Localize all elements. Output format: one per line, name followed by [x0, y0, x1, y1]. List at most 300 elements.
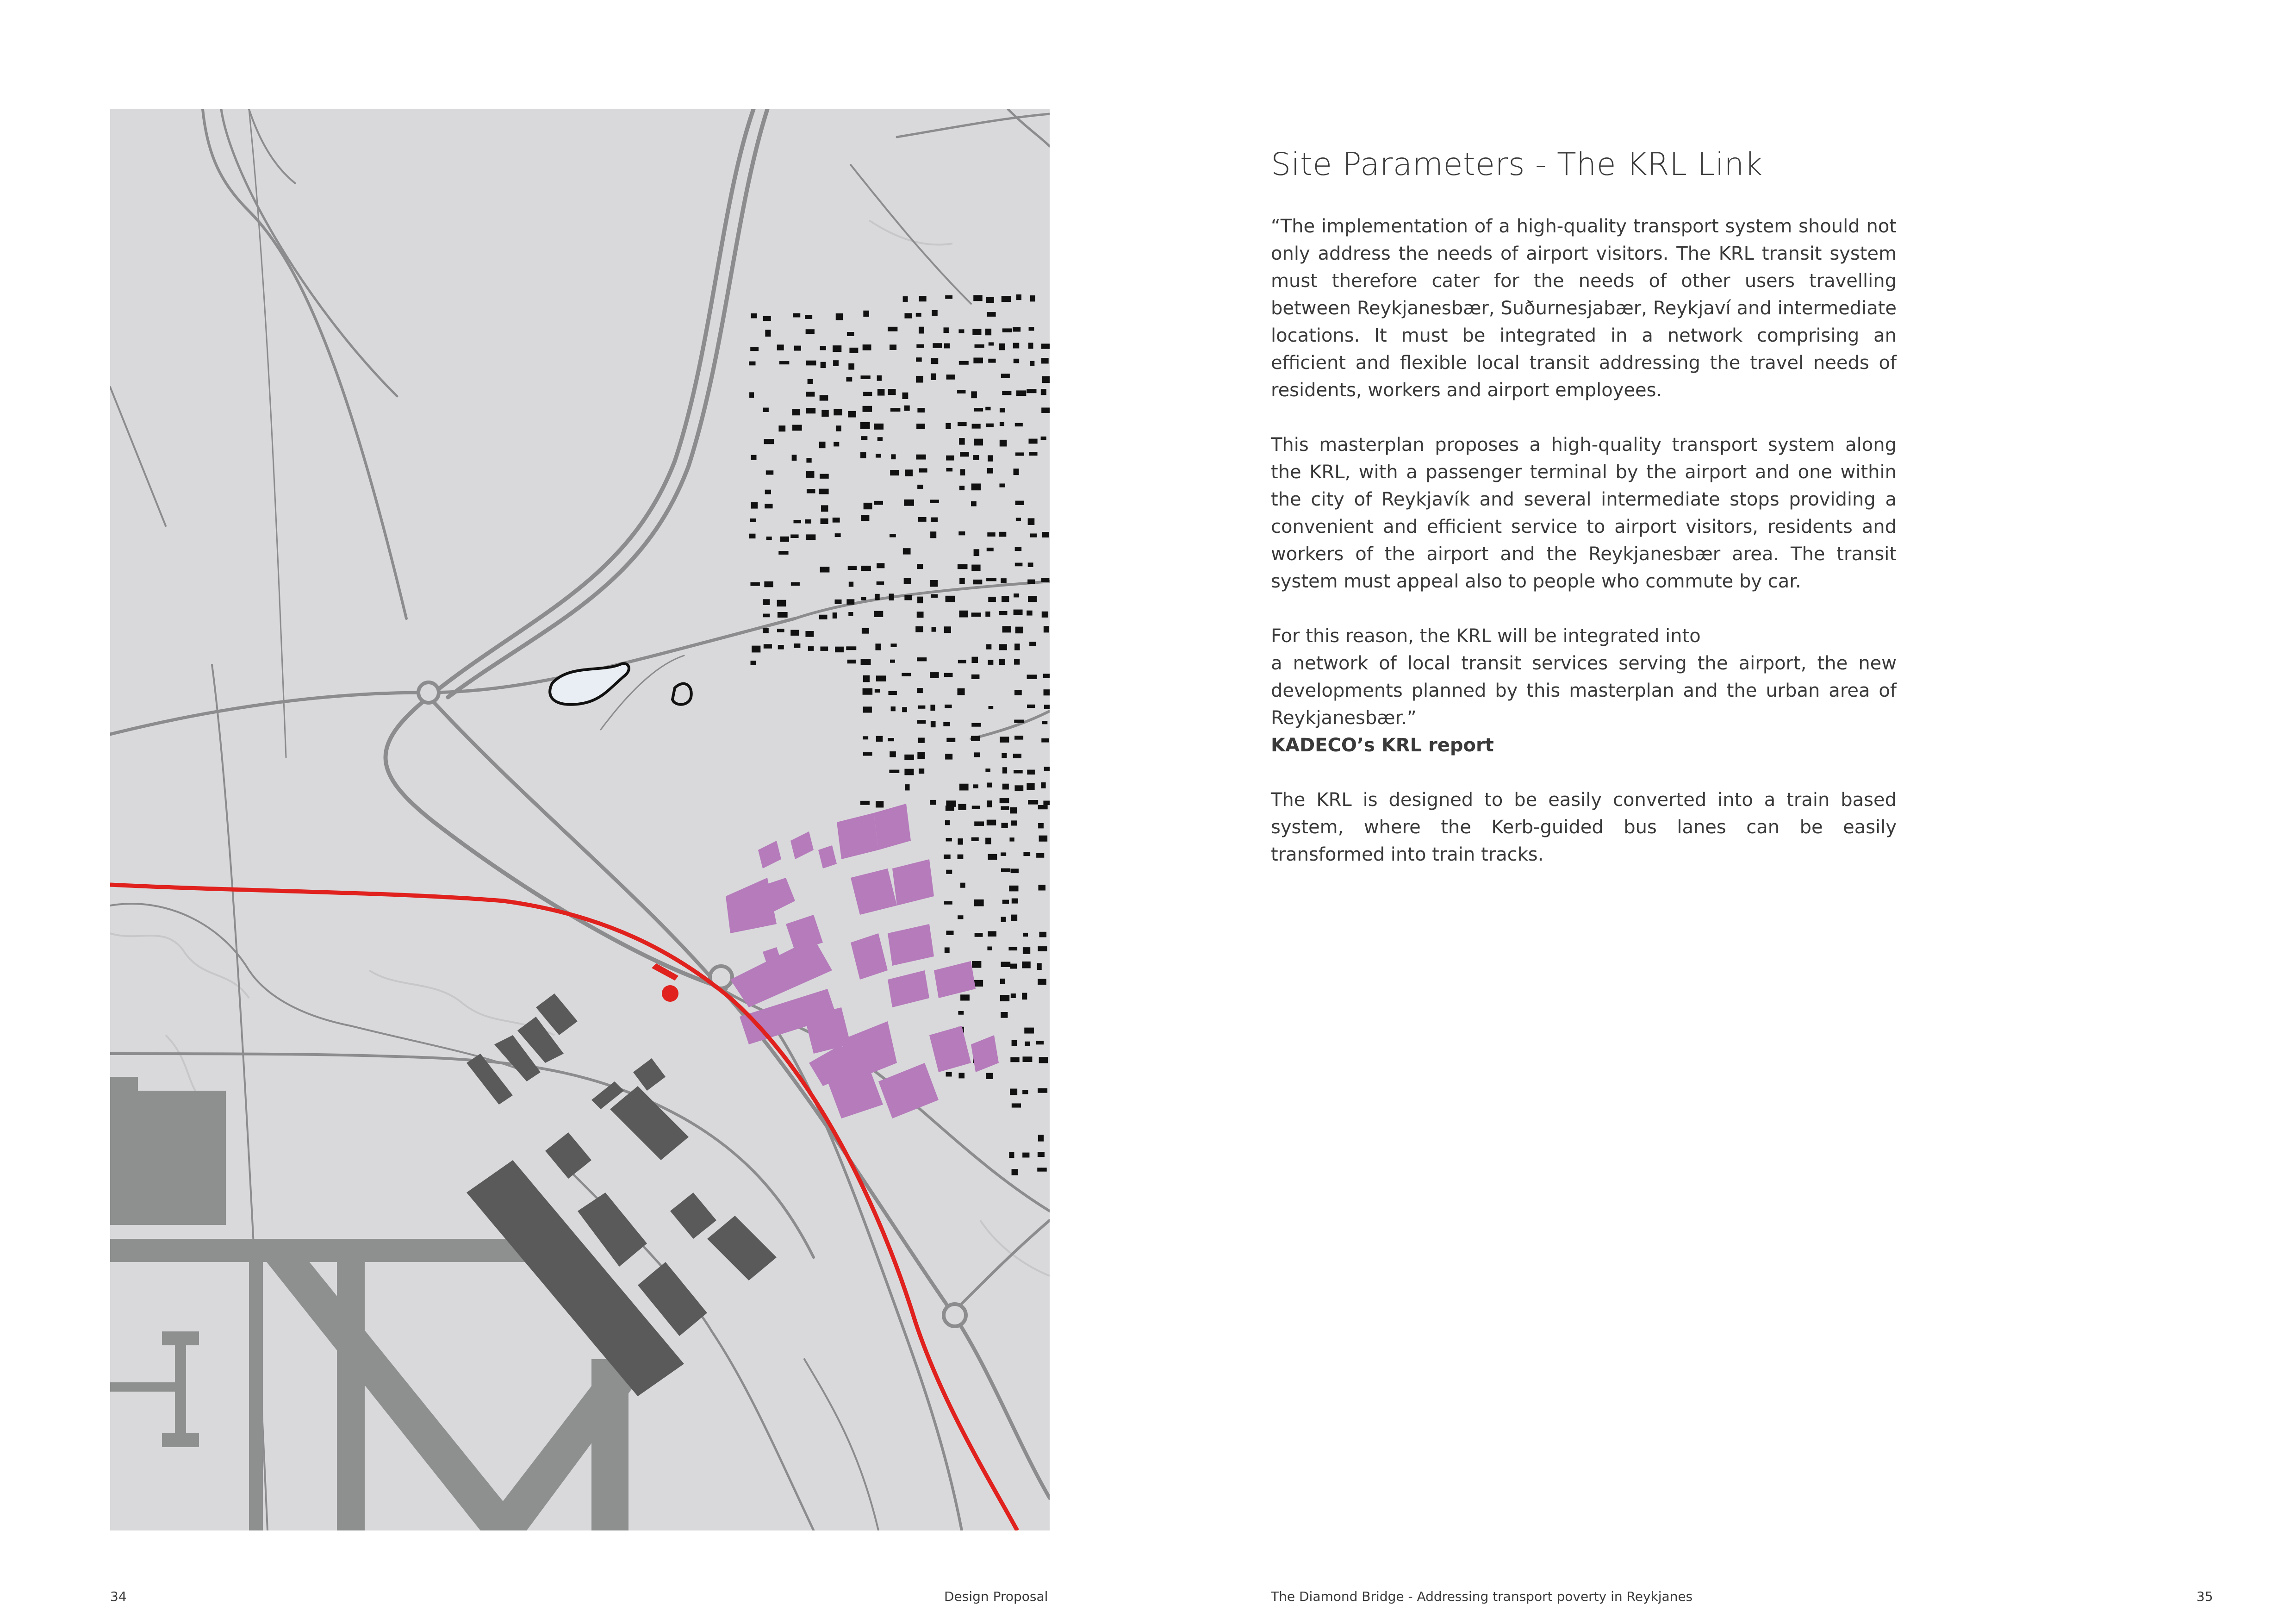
- house-footprint: [958, 329, 964, 333]
- house-footprint: [1015, 501, 1024, 505]
- house-footprint: [846, 599, 854, 605]
- house-footprint: [877, 581, 884, 585]
- pond: [550, 663, 629, 704]
- house-footprint: [863, 311, 869, 317]
- house-footprint: [1014, 736, 1023, 740]
- house-footprint: [1001, 806, 1009, 810]
- house-footprint: [848, 411, 856, 418]
- house-footprint: [889, 770, 899, 773]
- house-footprint: [1039, 932, 1046, 937]
- house-footprint: [794, 346, 801, 351]
- house-footprint: [946, 838, 952, 842]
- house-footprint: [1001, 1012, 1008, 1018]
- house-footprint: [860, 422, 870, 429]
- house-footprint: [1009, 1152, 1014, 1158]
- house-footprint: [890, 751, 896, 757]
- house-footprint: [835, 647, 844, 652]
- house-footprint: [1041, 437, 1046, 440]
- house-footprint: [999, 344, 1005, 350]
- paragraph-1: “The implementation of a high-quality transport system should not only address the needs of airport visitors. The KRL transit system must therefore cater for the needs of other users travelling between Reykjanesbær, Suðurnesjabær, Reykjaví and intermediate locations. It must be integrated in a network comprising an efficient and flexible local transit addressing the travel needs of residents, workers and airport employees.: [1271, 216, 1897, 401]
- house-footprint: [958, 1011, 964, 1015]
- house-footprint: [1009, 886, 1018, 892]
- house-footprint: [917, 720, 926, 724]
- house-footprint: [1038, 946, 1047, 951]
- house-footprint: [930, 580, 938, 587]
- house-footprint: [933, 343, 942, 348]
- house-footprint: [971, 391, 977, 398]
- paragraph-3-lead: For this reason, the KRL will be integrated into: [1271, 625, 1701, 647]
- house-footprint: [1015, 627, 1023, 634]
- house-footprint: [779, 361, 789, 364]
- house-footprint: [808, 379, 813, 384]
- house-footprint: [958, 838, 963, 845]
- house-footprint: [861, 436, 867, 440]
- house-footprint: [944, 855, 950, 859]
- house-footprint: [763, 599, 770, 605]
- house-footprint: [763, 614, 770, 618]
- house-footprint: [1014, 785, 1023, 791]
- terrain-contours: [110, 220, 1050, 1276]
- house-footprint: [946, 423, 951, 429]
- house-footprint: [917, 597, 923, 603]
- house-footprint: [943, 722, 950, 726]
- house-footprint: [972, 961, 981, 968]
- house-footprint: [863, 736, 868, 739]
- house-footprint: [863, 688, 873, 695]
- house-footprint: [986, 297, 994, 303]
- house-footprint: [751, 661, 756, 665]
- house-footprint: [790, 630, 799, 636]
- house-footprint: [751, 502, 758, 509]
- house-footprint: [1011, 915, 1017, 921]
- house-footprint: [932, 310, 937, 316]
- house-footprint: [1002, 767, 1007, 773]
- house-footprint: [1000, 737, 1009, 743]
- house-footprint: [1000, 798, 1009, 803]
- house-footprint: [931, 374, 936, 380]
- house-footprint: [875, 594, 880, 600]
- house-footprint: [945, 947, 950, 953]
- house-footprint: [888, 691, 896, 695]
- house-footprint: [973, 455, 979, 460]
- house-footprint: [915, 626, 923, 632]
- house-footprint: [806, 329, 815, 334]
- house-footprint: [945, 295, 952, 299]
- house-footprint: [1014, 659, 1020, 664]
- house-footprint: [863, 406, 872, 412]
- house-footprint: [1038, 823, 1044, 828]
- house-footprint: [904, 769, 914, 775]
- house-footprint: [1038, 1152, 1045, 1157]
- house-footprint: [1009, 837, 1014, 841]
- house-footprint: [988, 854, 997, 860]
- house-footprint: [890, 643, 896, 647]
- house-footprint: [988, 597, 996, 602]
- house-footprint: [890, 660, 895, 663]
- house-footprint: [805, 631, 814, 637]
- house-footprint: [1038, 979, 1046, 985]
- house-footprint: [960, 994, 970, 1000]
- house-footprint: [946, 806, 954, 811]
- house-footprint: [820, 346, 826, 350]
- house-footprint: [749, 392, 754, 398]
- house-footprint: [1023, 933, 1028, 937]
- house-footprint: [974, 549, 979, 556]
- house-footprint: [1015, 563, 1023, 567]
- house-footprint: [946, 738, 955, 742]
- house-footprint: [806, 458, 811, 462]
- house-footprint: [1000, 408, 1005, 412]
- house-footprint: [958, 422, 967, 426]
- house-footprint: [1014, 593, 1019, 597]
- house-footprint: [1015, 423, 1023, 427]
- house-footprint: [891, 454, 896, 459]
- house-footprint: [959, 438, 964, 444]
- house-footprint: [902, 707, 907, 712]
- house-footprint: [958, 915, 963, 919]
- left-section-title: Design Proposal: [944, 1589, 1048, 1604]
- house-footprint: [902, 393, 908, 399]
- house-footprint: [819, 442, 826, 448]
- house-footprint: [764, 439, 774, 444]
- house-footprint: [877, 437, 883, 441]
- house-footprint: [749, 362, 755, 366]
- house-footprint: [860, 375, 870, 379]
- house-footprint: [1036, 1041, 1044, 1044]
- house-footprint: [863, 344, 871, 350]
- house-footprint: [778, 425, 785, 431]
- right-page-number: 35: [2196, 1589, 2213, 1604]
- house-footprint: [847, 332, 854, 336]
- house-footprint: [1002, 626, 1011, 632]
- house-footprint: [1011, 993, 1016, 998]
- house-footprint: [1023, 947, 1030, 954]
- house-footprint: [765, 504, 772, 508]
- house-footprint: [763, 628, 769, 633]
- house-footprint: [1011, 868, 1019, 873]
- house-footprint: [959, 486, 964, 490]
- house-footprint: [959, 611, 968, 618]
- house-footprint: [835, 600, 842, 604]
- house-footprint: [1029, 452, 1038, 456]
- house-footprint: [1030, 533, 1037, 537]
- house-footprint: [987, 800, 992, 807]
- house-footprint: [1016, 518, 1021, 521]
- house-footprint: [1002, 391, 1011, 395]
- house-footprint: [944, 344, 950, 349]
- house-footprint: [1022, 993, 1027, 1000]
- house-footprint: [971, 675, 979, 679]
- house-footprint: [766, 537, 772, 540]
- house-footprint: [958, 855, 964, 859]
- house-footprint: [918, 706, 925, 709]
- house-footprint: [847, 660, 856, 663]
- house-footprint: [750, 347, 759, 351]
- house-footprint: [806, 471, 815, 478]
- house-footprint: [1030, 295, 1035, 301]
- house-footprint: [987, 312, 996, 317]
- house-footprint: [960, 452, 969, 456]
- house-footprint: [790, 534, 798, 538]
- house-footprint: [1010, 964, 1017, 969]
- house-footprint: [1027, 675, 1037, 679]
- house-footprint: [792, 409, 800, 415]
- house-footprint: [1029, 642, 1036, 646]
- house-footprint: [986, 644, 991, 649]
- house-footprint: [971, 565, 980, 571]
- house-footprint: [903, 296, 908, 302]
- house-footprint: [932, 627, 936, 632]
- house-footprint: [763, 408, 769, 412]
- house-footprint: [930, 500, 939, 503]
- house-footprint: [904, 406, 910, 411]
- house-footprint: [1041, 344, 1050, 349]
- house-footprint: [863, 752, 872, 756]
- paragraph-3: a network of local transit services serving the airport, the new developments planned by this masterplan and the urban area of Reykjanesbær.”: [1271, 653, 1897, 729]
- house-footprint: [750, 582, 759, 586]
- house-footprint: [777, 344, 784, 350]
- house-footprint: [778, 612, 788, 618]
- house-footprint: [1002, 328, 1012, 332]
- house-footprint: [930, 705, 935, 711]
- house-footprint: [959, 784, 969, 791]
- house-footprint: [931, 518, 938, 522]
- house-footprint: [1013, 343, 1019, 349]
- house-footprint: [849, 582, 853, 587]
- house-footprint: [807, 489, 815, 493]
- house-footprint: [849, 348, 858, 353]
- house-footprint: [958, 531, 965, 536]
- house-footprint: [986, 1073, 993, 1079]
- house-footprint: [971, 657, 978, 663]
- quote-source: KADECO’s KRL report: [1271, 735, 1494, 756]
- house-footprint: [916, 376, 923, 383]
- house-footprint: [1014, 643, 1020, 650]
- house-footprint: [1013, 327, 1020, 332]
- house-footprint: [863, 706, 872, 712]
- house-footprint: [1038, 805, 1048, 809]
- house-footprint: [1039, 836, 1048, 842]
- house-footprint: [1027, 611, 1032, 616]
- house-footprint: [987, 783, 992, 787]
- house-footprint: [1014, 359, 1019, 363]
- house-footprint: [931, 594, 938, 598]
- house-footprint: [819, 615, 828, 619]
- house-footprint: [1028, 439, 1037, 444]
- house-footprint: [917, 657, 927, 661]
- house-footprint: [806, 534, 815, 540]
- house-footprint: [958, 804, 966, 810]
- house-footprint: [751, 455, 757, 460]
- house-footprint: [889, 593, 894, 600]
- house-footprint: [1027, 770, 1035, 775]
- house-footprint: [930, 800, 936, 805]
- house-footprint: [792, 425, 802, 431]
- house-footprint: [903, 548, 911, 554]
- house-footprint: [890, 470, 899, 475]
- house-footprint: [999, 483, 1005, 487]
- house-footprint: [1037, 1168, 1046, 1171]
- house-footprint: [985, 768, 990, 772]
- house-footprint: [890, 534, 896, 537]
- house-footprint: [820, 395, 828, 400]
- house-footprint: [1000, 995, 1009, 1001]
- house-footprint: [1012, 1169, 1018, 1175]
- house-footprint: [944, 626, 951, 633]
- house-footprint: [1041, 578, 1050, 582]
- house-footprint: [833, 345, 841, 352]
- house-footprint: [988, 455, 993, 461]
- house-footprint: [1044, 689, 1050, 695]
- house-footprint: [848, 566, 857, 570]
- house-footprint: [752, 646, 760, 653]
- house-footprint: [1000, 440, 1007, 447]
- house-footprint: [1015, 547, 1022, 551]
- house-footprint: [946, 375, 955, 380]
- house-footprint: [971, 837, 979, 841]
- house-footprint: [777, 629, 784, 632]
- house-footprint: [861, 597, 866, 600]
- house-footprint: [918, 517, 926, 522]
- house-footprint: [821, 518, 828, 524]
- house-footprint: [987, 548, 994, 551]
- house-footprint: [988, 931, 996, 937]
- house-footprint: [820, 474, 829, 479]
- house-footprint: [1014, 720, 1024, 723]
- house-footprint: [749, 534, 756, 538]
- house-footprint: [916, 344, 924, 348]
- house-footprint: [1041, 782, 1045, 788]
- house-footprint: [876, 675, 886, 681]
- house-footprint: [874, 424, 884, 430]
- house-footprint: [1002, 900, 1009, 904]
- house-footprint: [1025, 1042, 1030, 1046]
- house-footprint: [974, 408, 983, 412]
- house-footprint: [985, 838, 991, 844]
- house-footprint: [1010, 1057, 1019, 1062]
- house-footprint: [1016, 294, 1021, 300]
- house-footprint: [1044, 767, 1050, 771]
- house-footprint: [916, 455, 926, 460]
- house-footprint: [861, 659, 871, 665]
- house-footprint: [919, 768, 924, 774]
- house-footprint: [957, 390, 965, 394]
- house-footprint: [973, 357, 983, 363]
- house-footprint: [1002, 596, 1009, 602]
- house-footprint: [836, 425, 841, 431]
- house-footprint: [751, 313, 757, 319]
- house-footprint: [958, 1073, 964, 1078]
- house-footprint: [1012, 899, 1018, 904]
- house-footprint: [821, 410, 829, 417]
- house-footprint: [1008, 947, 1017, 950]
- house-footprint: [999, 659, 1005, 665]
- house-footprint: [794, 520, 801, 523]
- house-footprint: [989, 342, 994, 345]
- house-footprint: [819, 489, 829, 494]
- house-footprint: [805, 519, 811, 524]
- house-footprint: [821, 362, 826, 368]
- house-footprint: [930, 531, 936, 538]
- house-footprint: [946, 1072, 952, 1077]
- house-footprint: [931, 358, 939, 364]
- paragraph-4: The KRL is designed to be easily converted into a train based system, where the Kerb-guided bus lanes can be easily transformed into train tracks.: [1271, 789, 1897, 865]
- site-map: [110, 109, 1050, 1530]
- house-footprint: [1041, 358, 1049, 363]
- house-footprint: [1022, 1056, 1032, 1062]
- house-footprint: [808, 646, 814, 651]
- house-footprint: [848, 363, 854, 370]
- house-footprint: [986, 424, 994, 427]
- house-footprint: [944, 673, 953, 677]
- house-footprint: [987, 946, 992, 950]
- house-footprint: [945, 820, 950, 825]
- house-footprint: [778, 645, 784, 649]
- house-footprint: [960, 469, 965, 475]
- house-footprint: [1029, 327, 1034, 331]
- house-footprint: [917, 485, 923, 489]
- house-footprint: [958, 688, 965, 695]
- house-footprint: [999, 644, 1007, 650]
- house-footprint: [1038, 1088, 1047, 1093]
- house-footprint: [904, 755, 914, 760]
- house-footprint: [1028, 343, 1033, 349]
- house-footprint: [1030, 361, 1034, 366]
- krl-stop-marker: [662, 985, 678, 1002]
- house-footprint: [1001, 962, 1011, 968]
- house-footprint: [806, 361, 816, 366]
- house-footprint: [1001, 917, 1006, 922]
- house-footprint: [917, 564, 923, 569]
- house-footprint: [877, 389, 885, 395]
- house-footprint: [972, 806, 980, 809]
- house-footprint: [876, 801, 884, 807]
- house-footprint: [888, 327, 897, 331]
- house-footprint: [987, 468, 993, 474]
- house-footprint: [1024, 1028, 1034, 1034]
- house-footprint: [1016, 390, 1026, 396]
- house-footprint: [959, 578, 965, 584]
- house-footprint: [945, 754, 952, 759]
- house-footprint: [974, 752, 980, 757]
- house-footprint: [1028, 518, 1035, 525]
- house-footprint: [971, 723, 981, 727]
- house-footprint: [904, 595, 912, 600]
- house-footprint: [875, 643, 881, 650]
- house-footprint: [1027, 389, 1036, 393]
- body-text: [1271, 213, 1897, 868]
- house-footprint: [985, 612, 990, 617]
- house-footprint: [958, 564, 968, 569]
- house-footprint: [863, 392, 872, 396]
- house-footprint: [1010, 1089, 1017, 1095]
- house-footprint: [1022, 1153, 1029, 1158]
- house-footprint: [919, 327, 924, 334]
- house-footprint: [890, 344, 896, 350]
- house-footprint: [1022, 1090, 1028, 1094]
- house-footprint: [1038, 885, 1045, 890]
- house-footprint: [971, 612, 981, 617]
- house-footprint: [763, 316, 771, 321]
- house-footprint: [904, 313, 912, 318]
- existing-town-buildings: [749, 294, 1050, 1175]
- house-footprint: [835, 533, 841, 537]
- house-footprint: [1023, 852, 1030, 856]
- house-footprint: [833, 360, 839, 366]
- house-footprint: [916, 313, 921, 317]
- house-footprint: [1014, 690, 1022, 695]
- house-footprint: [917, 752, 925, 759]
